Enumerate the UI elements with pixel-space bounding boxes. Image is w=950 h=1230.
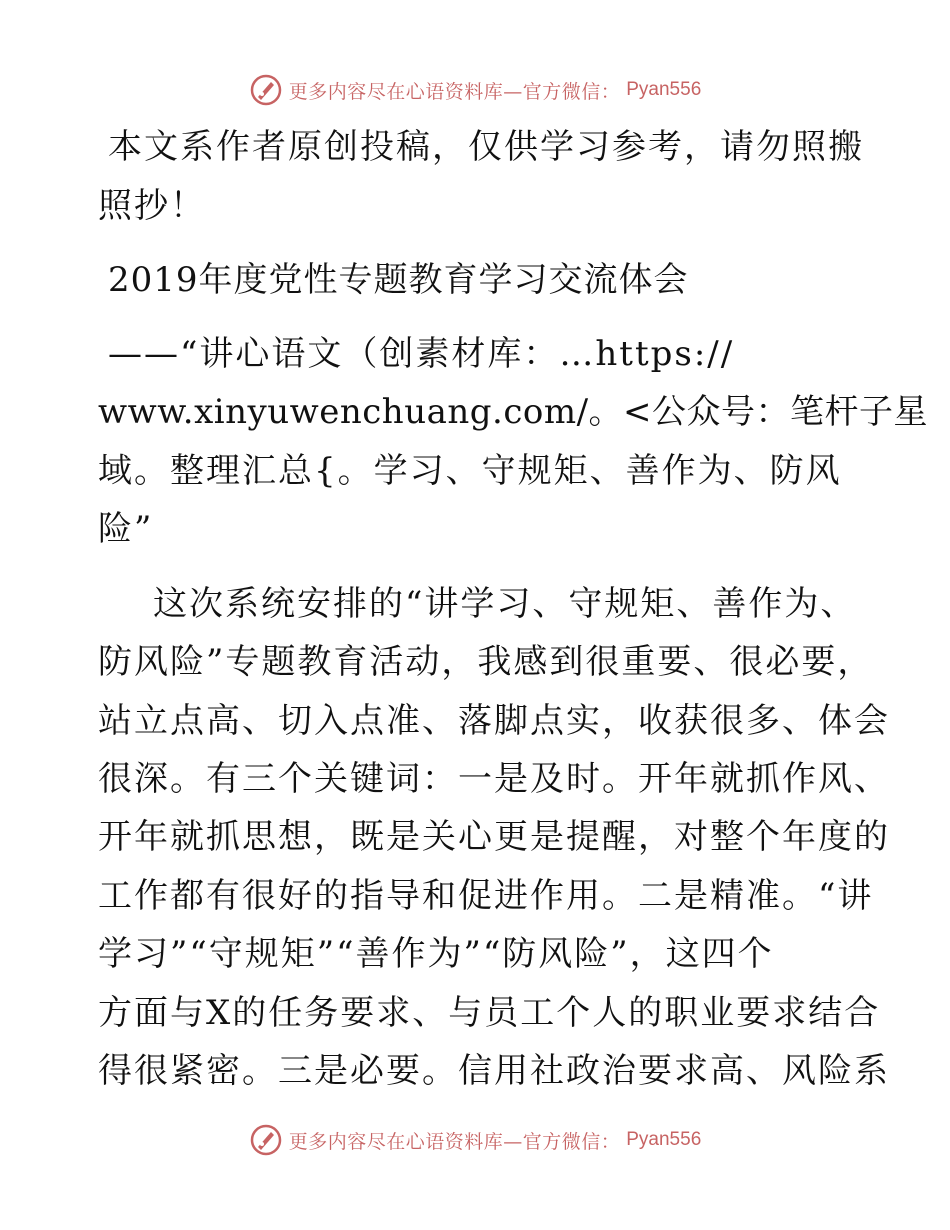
subtitle-line-3: 域。整理汇总{。学习、守规矩、善作为、防风 (98, 451, 842, 491)
notice-line-2: 照抄！ (98, 186, 206, 226)
subtitle-line-2: www.xinyuwenchuang.com/。<公众号：笔杆子星 (98, 392, 929, 432)
body-line-7: 学习”“守规矩”“善作为”“防风险”，这四个 (98, 934, 774, 974)
banner-text: 更多内容尽在心语资料库—官方微信： (288, 1130, 621, 1153)
body-line-5: 开年就抓思想，既是关心更是提醒，对整个年度的 (98, 817, 890, 857)
body-line-8: 方面与X的任务要求、与员工个人的职业要求结合 (98, 993, 881, 1033)
brand-logo-icon (249, 73, 283, 107)
footer-watermark-banner (0, 1122, 950, 1158)
banner-wechat-id: Pyan556 (626, 1129, 702, 1150)
body-line-9: 得很紧密。三是必要。信用社政治要求高、风险系 (98, 1051, 890, 1091)
banner-wechat-id: Pyan556 (626, 79, 702, 100)
body-line-6: 工作都有很好的指导和促进作用。二是精准。“讲 (98, 876, 874, 916)
header-watermark-banner (0, 72, 950, 108)
body-line-1: 这次系统安排的“讲学习、守规矩、善作为、 (153, 584, 857, 624)
subtitle-line-4: 险” (98, 509, 154, 549)
body-line-2: 防风险”专题教育活动，我感到很重要、很必要， (98, 642, 874, 682)
subtitle-line-1: ——“讲心语文（创素材库：…https:// (108, 334, 735, 374)
document-title: 2019年度党性专题教育学习交流体会 (108, 260, 689, 300)
body-line-3: 站立点高、切入点准、落脚点实，收获很多、体会 (98, 701, 890, 741)
body-line-4: 很深。有三个关键词：一是及时。开年就抓作风、 (98, 759, 890, 799)
brand-logo-icon (249, 1123, 283, 1157)
banner-text: 更多内容尽在心语资料库—官方微信： (288, 80, 621, 103)
notice-line-1: 本文系作者原创投稿，仅供学习参考，请勿照搬 (108, 127, 864, 167)
